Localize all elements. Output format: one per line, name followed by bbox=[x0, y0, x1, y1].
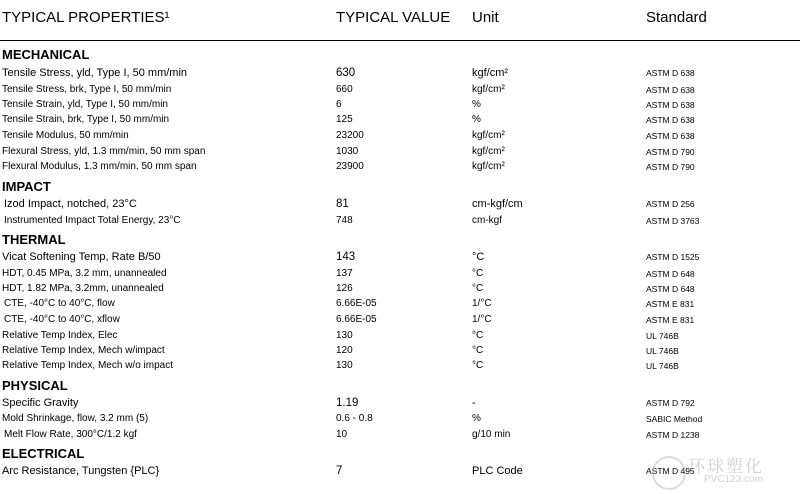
watermark-text: 环球塑化 bbox=[688, 457, 764, 476]
watermark-logo bbox=[652, 450, 792, 490]
globe-icon bbox=[652, 456, 686, 490]
watermark-url: PVC123.com bbox=[704, 474, 763, 485]
header-properties: TYPICAL PROPERTIES¹ bbox=[2, 9, 170, 26]
header-unit: Unit bbox=[472, 9, 499, 26]
properties-table: TYPICAL PROPERTIES¹ TYPICAL VALUE Unit Standard MECHANICAL Tensile Stress, yld, Type I, 50 mm/min 630 kgf/cm² ASTM D 638 Tensile Stress, brk, Type I, 50 mm/min 660 kgf/cm² ASTM D 638 Tensile Strain, yld, Type I, 50 mm/min 6 % ASTM D 638 Tensile Strain, brk, Type I, 50 mm/min 125 % ASTM D 638 Tensile Modulus, 50 mm/min 23200 kgf/cm² ASTM D 638 Flexural Stress, yld, 1.3 mm/min, 50 mm span 1030 kgf/cm² ASTM D 790 Flexural Modulus, 1.3 mm/min, 50 mm span 23900 kgf/cm² ASTM D 790 IMPACT Izod Impact, notched, 23°C 81 cm-kgf/cm ASTM D 256 Instrumented Impact Total Energy, 23°C 748 cm-kgf ASTM D 3763 THERMAL Vicat Softening Temp, Rate B/50 143 °C ASTM D 1525 HDT, 0.45 MPa, 3.2 mm, unannealed 137 °C ASTM D 648 HDT, 1.82 MPa, 3.2mm, unannealed 126 °C ASTM D 648 CTE, -40°C to 40°C, flow 6.66E-05 1/°C ASTM E 831 CTE, -40°C to 40°C, xflow 6.66E-05 1/°C ASTM E 831 Relative Temp Index, Elec 130 °C UL 746B Relative Temp Index, Mech w/impact 120 °C UL 746B Relative Temp Index, Mech w/o impact 130 °C UL 746B PHYSICAL Specific Gravity 1.19 - ASTM D 792 Mold Shrinkage, flow, 3.2 mm (5) 0.6 - 0.8 % SABIC Method Melt Flow Rate, 300°C/1.2 kgf 10 g/10 min ASTM D 1238 ELECTRICAL Arc Resistance, Tungsten {PLC} 7 PLC Code ASTM D 495 环球塑化 PVC123.com bbox=[0, 0, 800, 494]
table-header bbox=[0, 0, 800, 41]
header-value: TYPICAL VALUE bbox=[336, 9, 451, 26]
header-standard: Standard bbox=[646, 9, 707, 26]
